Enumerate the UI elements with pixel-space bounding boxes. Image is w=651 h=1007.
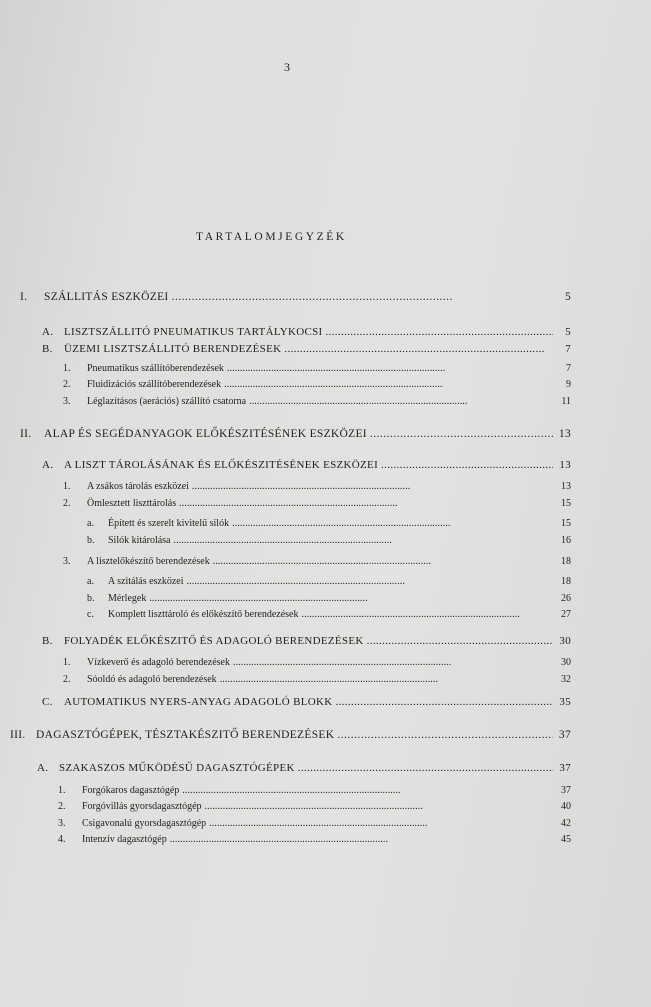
toc-entry-page: 13 bbox=[559, 459, 571, 471]
toc-entry-number: b. bbox=[87, 535, 95, 546]
toc-leader-dots bbox=[227, 363, 553, 374]
toc-entry-1 bbox=[20, 291, 571, 307]
toc-entry-label: Komplett liszttároló és előkészítő berendezések bbox=[108, 609, 299, 620]
toc-entry-page: 13 bbox=[558, 428, 571, 440]
toc-entry-label: Intenzív dagasztógép bbox=[82, 834, 167, 845]
toc-leader-dots bbox=[381, 459, 553, 471]
toc-entry-label: Csigavonalú gyorsdagasztógép bbox=[82, 818, 207, 829]
toc-entry-label: Épített és szerelt kivitelű silók bbox=[108, 518, 230, 529]
toc-entry-number: a. bbox=[87, 576, 94, 587]
toc-leader-dots bbox=[192, 481, 553, 492]
toc-entry-8 bbox=[42, 459, 571, 475]
toc-entry-3 bbox=[42, 343, 571, 359]
toc-entry-page: 37 bbox=[559, 762, 571, 774]
toc-leader-dots bbox=[367, 635, 553, 647]
toc-entry-label: Pneumatikus szállítóberendezések bbox=[87, 363, 224, 374]
toc-entry-number: 4. bbox=[58, 834, 66, 845]
toc-entry-16 bbox=[87, 609, 571, 625]
toc-entry-26 bbox=[58, 834, 571, 850]
toc-entry-24 bbox=[58, 801, 571, 817]
toc-entry-page: 30 bbox=[559, 635, 571, 647]
toc-entry-18 bbox=[63, 657, 571, 673]
toc-entry-11 bbox=[87, 518, 571, 534]
toc-entry-25 bbox=[58, 818, 571, 834]
toc-entry-20 bbox=[42, 696, 571, 712]
toc-entry-page: 13 bbox=[561, 481, 571, 492]
toc-leader-dots bbox=[298, 762, 553, 774]
toc-entry-label: DAGASZTÓGÉPEK, TÉSZTAKÉSZITŐ BERENDEZÉSEK bbox=[36, 729, 335, 741]
toc-entry-page: 15 bbox=[561, 518, 571, 529]
toc-leader-dots bbox=[249, 396, 553, 407]
toc-entry-17 bbox=[42, 635, 571, 651]
toc-entry-page: 42 bbox=[561, 818, 571, 829]
toc-entry-label: ÜZEMI LISZTSZÁLLITÓ BERENDEZÉSEK bbox=[64, 343, 282, 355]
toc-entry-number: 2. bbox=[63, 498, 71, 509]
toc-entry-page: 37 bbox=[558, 729, 571, 741]
toc-entry-number: 1. bbox=[58, 785, 66, 796]
toc-entry-14 bbox=[87, 576, 571, 592]
toc-entry-page: 30 bbox=[561, 657, 571, 668]
toc-leader-dots bbox=[232, 518, 553, 529]
toc-entry-page: 7 bbox=[566, 363, 571, 374]
toc-entry-page: 32 bbox=[561, 674, 571, 685]
toc-leader-dots bbox=[174, 535, 554, 546]
toc-entry-page: 26 bbox=[561, 593, 571, 604]
toc-entry-label: Fluidizációs szállítóberendezések bbox=[87, 379, 222, 390]
toc-entry-number: 3. bbox=[58, 818, 66, 829]
toc-entry-15 bbox=[87, 593, 571, 609]
toc-entry-label: Forgókaros dagasztógép bbox=[82, 785, 180, 796]
toc-entry-page: 35 bbox=[559, 696, 571, 708]
toc-entry-label: A zsákos tárolás eszközei bbox=[87, 481, 189, 492]
toc-entry-number: c. bbox=[87, 609, 94, 620]
toc-entry-label: Silók kitárolása bbox=[108, 535, 171, 546]
toc-entry-23 bbox=[58, 785, 571, 801]
toc-entry-number: 1. bbox=[63, 363, 71, 374]
toc-leader-dots bbox=[220, 674, 553, 685]
toc-entry-number: 3. bbox=[63, 556, 71, 567]
toc-entry-5 bbox=[63, 379, 571, 395]
toc-leader-dots bbox=[182, 785, 553, 796]
toc-leader-dots bbox=[326, 326, 554, 338]
toc-leader-dots bbox=[149, 593, 553, 604]
toc-entry-page: 45 bbox=[561, 834, 571, 845]
toc-leader-dots bbox=[335, 696, 553, 708]
toc-entry-page: 18 bbox=[561, 576, 571, 587]
toc-entry-label: A lisztelőkészítő berendezések bbox=[87, 556, 210, 567]
toc-entry-label: LISZTSZÁLLITÓ PNEUMATIKUS TARTÁLYKOCSI bbox=[64, 326, 323, 338]
toc-entry-number: III. bbox=[10, 729, 26, 741]
toc-entry-number: C. bbox=[42, 696, 53, 708]
toc-entry-page: 5 bbox=[565, 326, 571, 338]
toc-entry-page: 37 bbox=[561, 785, 571, 796]
toc-entry-page: 11 bbox=[561, 396, 571, 407]
toc-leader-dots bbox=[337, 729, 553, 741]
toc-entry-4 bbox=[63, 363, 571, 379]
toc-leader-dots bbox=[172, 291, 553, 303]
toc-leader-dots bbox=[213, 556, 553, 567]
toc-entry-label: Léglazításos (aerációs) szállító csatorna bbox=[87, 396, 247, 407]
toc-entry-label: SZÁLLITÁS ESZKÖZEI bbox=[44, 291, 169, 303]
toc-entry-page: 18 bbox=[561, 556, 571, 567]
toc-leader-dots bbox=[209, 818, 553, 829]
page-title: TARTALOMJEGYZÉK bbox=[196, 231, 347, 243]
toc-entry-number: b. bbox=[87, 593, 95, 604]
toc-entry-number: A. bbox=[37, 762, 49, 774]
toc-entry-label: Ömlesztett liszttárolás bbox=[87, 498, 177, 509]
toc-entry-19 bbox=[63, 674, 571, 690]
toc-entry-9 bbox=[63, 481, 571, 497]
toc-entry-page: 16 bbox=[561, 535, 571, 546]
toc-entry-label: Mérlegek bbox=[108, 593, 147, 604]
toc-entry-label: SZAKASZOS MŰKÖDÉSŰ DAGASZTÓGÉPEK bbox=[59, 762, 295, 774]
toc-entry-21 bbox=[10, 729, 571, 745]
toc-entry-6 bbox=[63, 396, 571, 412]
toc-entry-page: 40 bbox=[561, 801, 571, 812]
toc-entry-number: A. bbox=[42, 326, 54, 338]
toc-entry-label: A szitálás eszközei bbox=[108, 576, 184, 587]
toc-entry-13 bbox=[63, 556, 571, 572]
toc-entry-number: 1. bbox=[63, 481, 71, 492]
toc-leader-dots bbox=[205, 801, 553, 812]
toc-entry-label: ALAP ÉS SEGÉDANYAGOK ELŐKÉSZITÉSÉNEK ESZKÖZEI bbox=[44, 428, 367, 440]
toc-leader-dots bbox=[179, 498, 553, 509]
toc-entry-page: 7 bbox=[565, 343, 571, 355]
toc-entry-number: 2. bbox=[58, 801, 66, 812]
toc-entry-label: FOLYADÉK ELŐKÉSZITŐ ÉS ADAGOLÓ BERENDEZÉSEK bbox=[64, 635, 364, 647]
toc-leader-dots bbox=[187, 576, 553, 587]
toc-entry-10 bbox=[63, 498, 571, 514]
toc-entry-label: Forgóvillás gyorsdagasztógép bbox=[82, 801, 202, 812]
toc-entry-label: Vízkeverő és adagoló berendezések bbox=[87, 657, 230, 668]
page-number: 3 bbox=[284, 60, 290, 74]
toc-leader-dots bbox=[233, 657, 553, 668]
toc-entry-label: A LISZT TÁROLÁSÁNAK ÉS ELŐKÉSZITÉSÉNEK ESZKÖZEI bbox=[64, 459, 379, 471]
toc-entry-label: Sóoldó és adagoló berendezések bbox=[87, 674, 217, 685]
toc-entry-page: 15 bbox=[561, 498, 571, 509]
toc-leader-dots bbox=[370, 428, 553, 440]
toc-entry-number: B. bbox=[42, 343, 53, 355]
toc-entry-label: AUTOMATIKUS NYERS-ANYAG ADAGOLÓ BLOKK bbox=[64, 696, 333, 708]
toc-entry-number: I. bbox=[20, 291, 28, 303]
toc-entry-22 bbox=[37, 762, 571, 778]
toc-leader-dots bbox=[284, 343, 553, 355]
toc-entry-number: 3. bbox=[63, 396, 71, 407]
toc-entry-page: 9 bbox=[566, 379, 571, 390]
toc-entry-page: 27 bbox=[561, 609, 571, 620]
toc-leader-dots bbox=[224, 379, 553, 390]
toc-entry-number: 2. bbox=[63, 379, 71, 390]
toc-leader-dots bbox=[170, 834, 553, 845]
toc-entry-12 bbox=[87, 535, 571, 551]
toc-entry-number: B. bbox=[42, 635, 53, 647]
toc-entry-number: 2. bbox=[63, 674, 71, 685]
toc-entry-7 bbox=[20, 428, 571, 444]
toc-entry-number: a. bbox=[87, 518, 94, 529]
toc-entry-number: 1. bbox=[63, 657, 71, 668]
toc-entry-2 bbox=[42, 326, 571, 342]
toc-entry-number: II. bbox=[20, 428, 32, 440]
toc-entry-page: 5 bbox=[564, 291, 571, 303]
toc-leader-dots bbox=[302, 609, 554, 620]
toc-entry-number: A. bbox=[42, 459, 54, 471]
